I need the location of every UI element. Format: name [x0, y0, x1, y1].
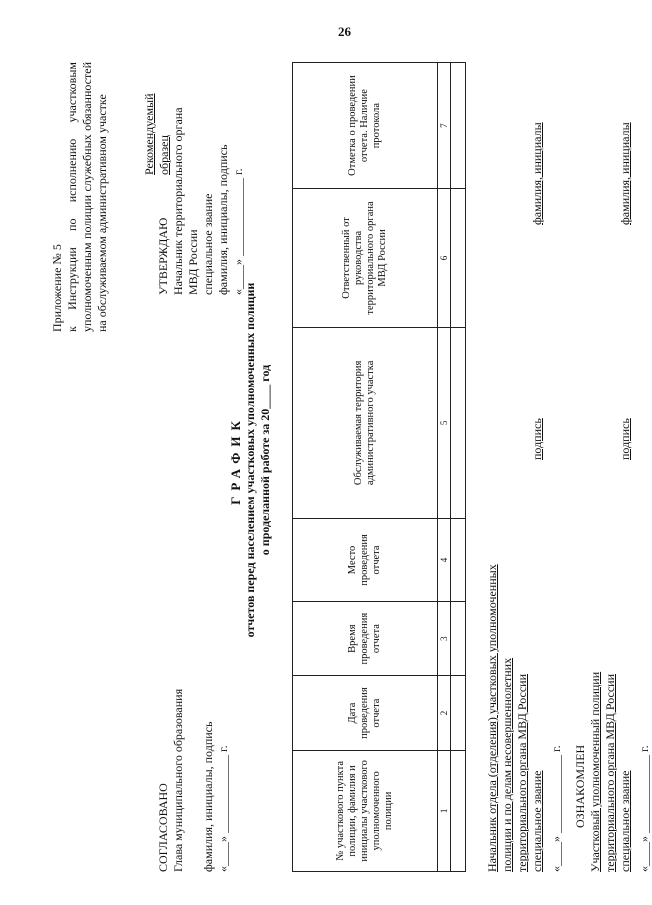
table-cell: [451, 518, 466, 601]
title-sub: отчетов перед населением участковых уполномоченных полиции: [243, 282, 257, 638]
appendix-block: [50, 62, 110, 332]
table-row: [451, 63, 466, 872]
agreed-heading: СОГЛАСОВАНО: [156, 783, 170, 872]
chief-signature: подпись: [530, 418, 544, 460]
acquainted-date: «____» _____________ г.: [637, 745, 651, 872]
table-cell: [451, 327, 466, 518]
recommended-label: Рекомендуемый образец: [142, 93, 171, 175]
approve-line: МВД России: [186, 229, 200, 295]
acquainted-title: территориального органа МВД России: [603, 673, 617, 872]
schedule-table: [292, 62, 466, 872]
rotated-sheet: [40, 60, 651, 880]
chief-title: территориального органа МВД России: [515, 673, 529, 872]
agreed-date: «____» _____________ г.: [216, 745, 230, 872]
chief-title: Начальник отдела (отделения) участковых уполномоченных: [485, 564, 499, 872]
acquainted-name: фамилия, инициалы: [618, 122, 632, 225]
appendix-text: к Инструкции по исполнению участковым уполномоченным полиции служебных обязанностей на обслуживаемом административном участке: [65, 62, 109, 332]
table-header-cell: Время проведения отчета: [293, 601, 438, 675]
column-number: 6: [438, 189, 451, 328]
column-number: 1: [438, 750, 451, 871]
column-number: 5: [438, 327, 451, 518]
approve-line: Начальник территориального органа: [171, 107, 185, 295]
agreed-line: фамилия, инициалы, подпись: [201, 721, 215, 872]
acquainted-rank: специальное звание: [618, 770, 632, 872]
table-header-cell: Обслуживаемая территория административного участка: [293, 327, 438, 518]
title-main: ГРАФИК: [228, 415, 243, 505]
appendix-title: Приложение № 5: [50, 244, 64, 332]
approve-line: фамилия, инициалы, подпись: [216, 144, 230, 295]
chief-date: «____» _____________ г.: [549, 745, 563, 872]
table-cell: [451, 601, 466, 675]
table-cell: [451, 676, 466, 750]
table-header-cell: Ответственный от руководства территориального органа МВД России: [293, 189, 438, 328]
acquainted-signature: подпись: [618, 418, 632, 460]
chief-title: полиции и по делам несовершеннолетних: [500, 657, 514, 872]
approve-block: [156, 75, 246, 295]
table-header-cell: Место проведения отчета: [293, 518, 438, 601]
table-cell: [451, 189, 466, 328]
table-number-row: [438, 63, 451, 872]
column-number: 2: [438, 676, 451, 750]
table-header-cell: № участкового пункта полиции, фамилия и инициалы участкового уполномоченного полиции: [293, 750, 438, 871]
table-header-row: [293, 63, 438, 872]
column-number: 4: [438, 518, 451, 601]
column-number: 7: [438, 63, 451, 189]
column-number: 3: [438, 601, 451, 675]
acquainted-heading: ОЗНАКОМЛЕН: [573, 744, 587, 828]
title-sub: о проделанной работе за 20____ год: [258, 364, 272, 556]
table-cell: [451, 63, 466, 189]
chief-rank: специальное звание: [530, 770, 544, 872]
table-cell: [451, 750, 466, 871]
page-number: 26: [338, 24, 351, 39]
table-header-cell: Дата проведения отчета: [293, 676, 438, 750]
approve-line: специальное звание: [201, 193, 215, 295]
approve-date: «____» _____________ г.: [231, 168, 245, 295]
agreed-line: Глава муниципального образования: [171, 688, 185, 872]
approve-heading: УТВЕРЖДАЮ: [156, 217, 170, 295]
agreed-block: [156, 652, 231, 872]
table-header-cell: Отметка о проведении отчета. Наличие протокола: [293, 63, 438, 189]
document-title: [228, 270, 273, 650]
acquainted-title: Участковый уполномоченный полиции: [588, 671, 602, 872]
chief-name: фамилия, инициалы: [530, 122, 544, 225]
